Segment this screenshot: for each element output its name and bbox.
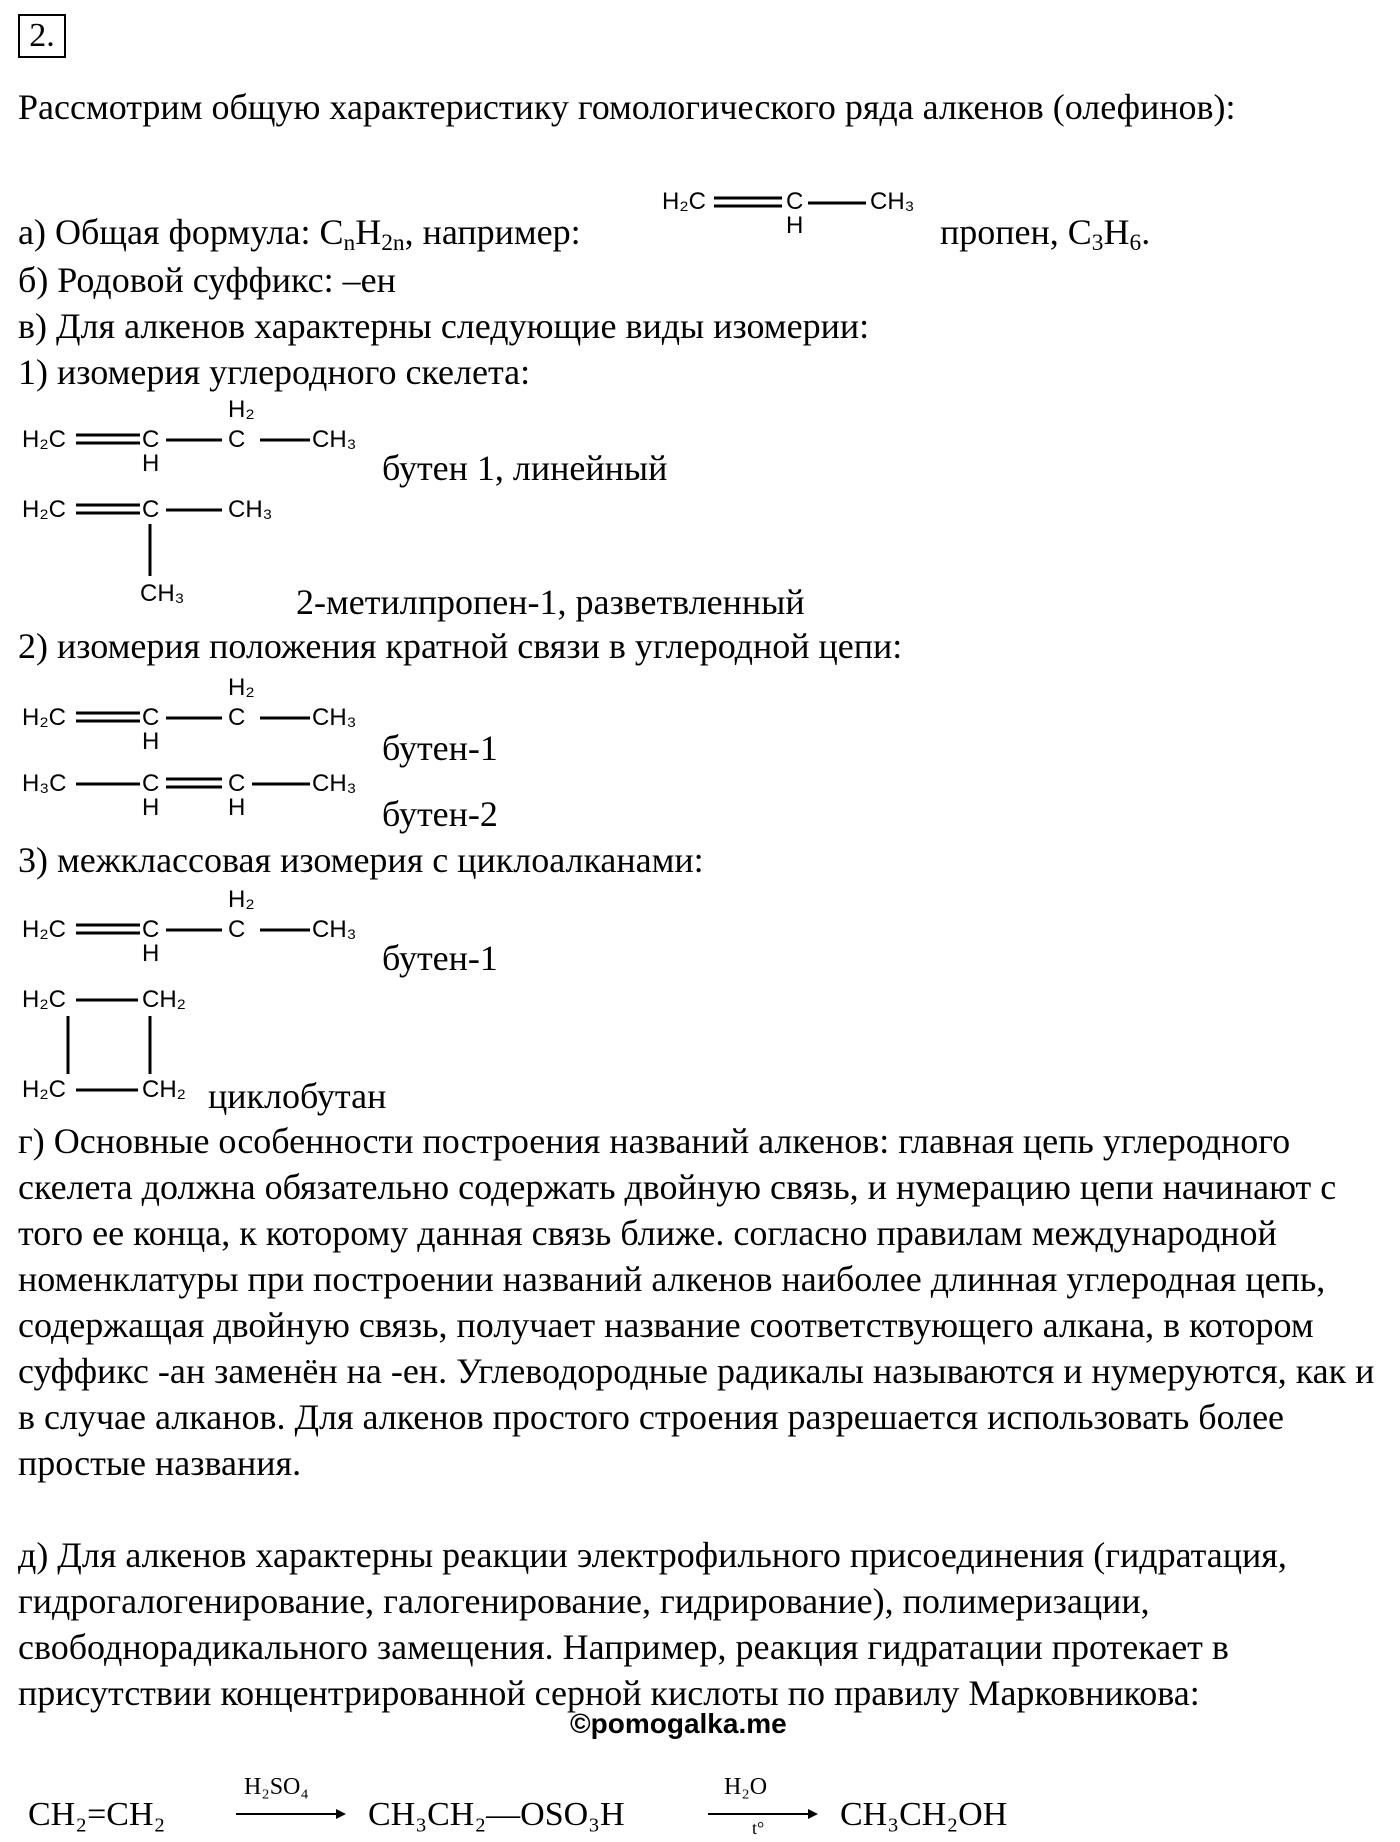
atom-c: C	[142, 916, 160, 943]
task-number: 2.	[18, 14, 66, 58]
double-bond	[76, 433, 142, 445]
atom-h: H	[786, 212, 804, 239]
single-bond	[166, 716, 224, 720]
watermark: ©pomogalka.me	[570, 1708, 787, 1739]
reagent-1: H₂SO₄	[244, 1774, 309, 1800]
single-bond	[166, 928, 224, 932]
atom-h2c: H₂C	[22, 704, 66, 731]
reactant: CH₂=CH₂	[28, 1796, 166, 1833]
vertical-bond	[66, 1016, 70, 1076]
iso3-heading: 3) межклассовая изомерия с циклоалканами:	[18, 840, 704, 880]
atom-c: C	[142, 496, 160, 523]
propene-name: пропен, $C_3H_6$.	[940, 212, 1151, 256]
iso2-name-a: бутен-1	[382, 728, 498, 768]
vertical-bond	[148, 524, 152, 578]
atom-c: C	[228, 916, 246, 943]
single-bond	[166, 438, 224, 442]
atom-c: C	[142, 426, 160, 453]
atom-ch3: CH₃	[312, 704, 357, 731]
iso1-name-b: 2-метилпропен-1, разветвленный	[296, 582, 805, 622]
atom-h2: H₂	[228, 674, 255, 701]
atom-c: C	[786, 188, 804, 215]
atom-c: C	[228, 426, 246, 453]
double-bond	[76, 923, 142, 935]
atom-h2c: H₂C	[662, 188, 706, 215]
double-bond	[714, 196, 784, 208]
atom-ch3: CH₃	[140, 580, 185, 607]
atom-h: H	[142, 450, 160, 477]
atom-c: C	[228, 704, 246, 731]
product: CH₃CH₂OH	[840, 1796, 1008, 1833]
iso3-name-b: циклобутан	[208, 1076, 387, 1116]
item-g: г) Основные особенности построения названий алкенов: главная цепь углеродного скелета должна обязательно содержать двойную связь, и нумерацию цепи начинают с того ее конца, к которому данная связь ближе. согласно правилам международной номенклатуры при построении названий алкенов наиболее длинная углеродная цепь, содержащая двойную связь, получает название соответствующего алкана, в котором суффикс -ан заменён на -ен. Углеводородные радикалы называются и нумеруются, как и в случае алканов. Для алкенов простого строения разрешается использовать более простые названия.	[18, 1121, 1375, 1483]
single-bond	[166, 508, 224, 512]
double-bond	[166, 777, 224, 789]
atom-c: C	[228, 770, 246, 797]
iso1-heading: 1) изомерия углеродного скелета:	[18, 352, 531, 392]
atom-c: C	[142, 704, 160, 731]
atom-ch2: CH₂	[142, 1076, 186, 1103]
single-bond	[76, 782, 142, 786]
atom-ch3: CH₃	[312, 426, 357, 453]
item-v: в) Для алкенов характерны следующие виды изомерии:	[18, 306, 870, 346]
single-bond	[76, 1088, 140, 1092]
double-bond	[76, 711, 142, 723]
atom-h: H	[142, 794, 160, 821]
atom-h2c: H₂C	[22, 916, 66, 943]
single-bond	[260, 716, 312, 720]
single-bond	[260, 438, 312, 442]
atom-h2: H₂	[228, 396, 255, 423]
atom-h: H	[142, 940, 160, 967]
atom-ch3: CH₃	[312, 770, 357, 797]
iso2-name-b: бутен-2	[382, 794, 498, 834]
vertical-bond	[148, 1016, 152, 1076]
iso1-name-a: бутен 1, линейный	[382, 448, 668, 488]
atom-ch3: CH₃	[870, 188, 915, 215]
atom-c: C	[142, 770, 160, 797]
single-bond	[76, 998, 140, 1002]
item-b: б) Родовой суффикс: –ен	[18, 260, 396, 300]
atom-h2: H₂	[228, 886, 255, 913]
reaction-arrow-1	[236, 1808, 346, 1820]
atom-ch2: CH₂	[142, 986, 186, 1013]
condition-2: t°	[752, 1818, 765, 1838]
atom-h2c: H₂C	[22, 496, 66, 523]
atom-h2c: H₂C	[22, 986, 66, 1013]
atom-h2c: H₂C	[22, 1076, 66, 1103]
item-d: д) Для алкенов характерны реакции электрофильного присоединения (гидратация, гидрогалогенирование, галогенирование, гидрирование), полимеризации, свободнорадикального замещения. Например, реакция гидратации протекает в присутствии концентрированной серной кислоты по правилу Марковникова:	[18, 1535, 1287, 1713]
intro-text: Рассмотрим общую характеристику гомологического ряда алкенов (олефинов):	[18, 87, 1236, 127]
atom-ch3: CH₃	[228, 496, 273, 523]
item-a: а) Общая формула: $C_nH_{2n}$, например:	[18, 212, 581, 256]
reagent-2: H₂O	[724, 1774, 768, 1800]
atom-h: H	[228, 794, 246, 821]
single-bond	[260, 928, 312, 932]
atom-h2c: H₂C	[22, 426, 66, 453]
atom-h: H	[142, 728, 160, 755]
atom-h3c: H₃C	[22, 770, 67, 797]
intermediate: CH₃CH₂—OSO₃H	[368, 1796, 625, 1833]
single-bond	[808, 201, 868, 205]
iso2-heading: 2) изомерия положения кратной связи в углеродной цепи:	[18, 626, 903, 666]
atom-ch3: CH₃	[312, 916, 357, 943]
single-bond	[252, 782, 312, 786]
iso3-name-a: бутен-1	[382, 938, 498, 978]
double-bond	[76, 503, 142, 515]
